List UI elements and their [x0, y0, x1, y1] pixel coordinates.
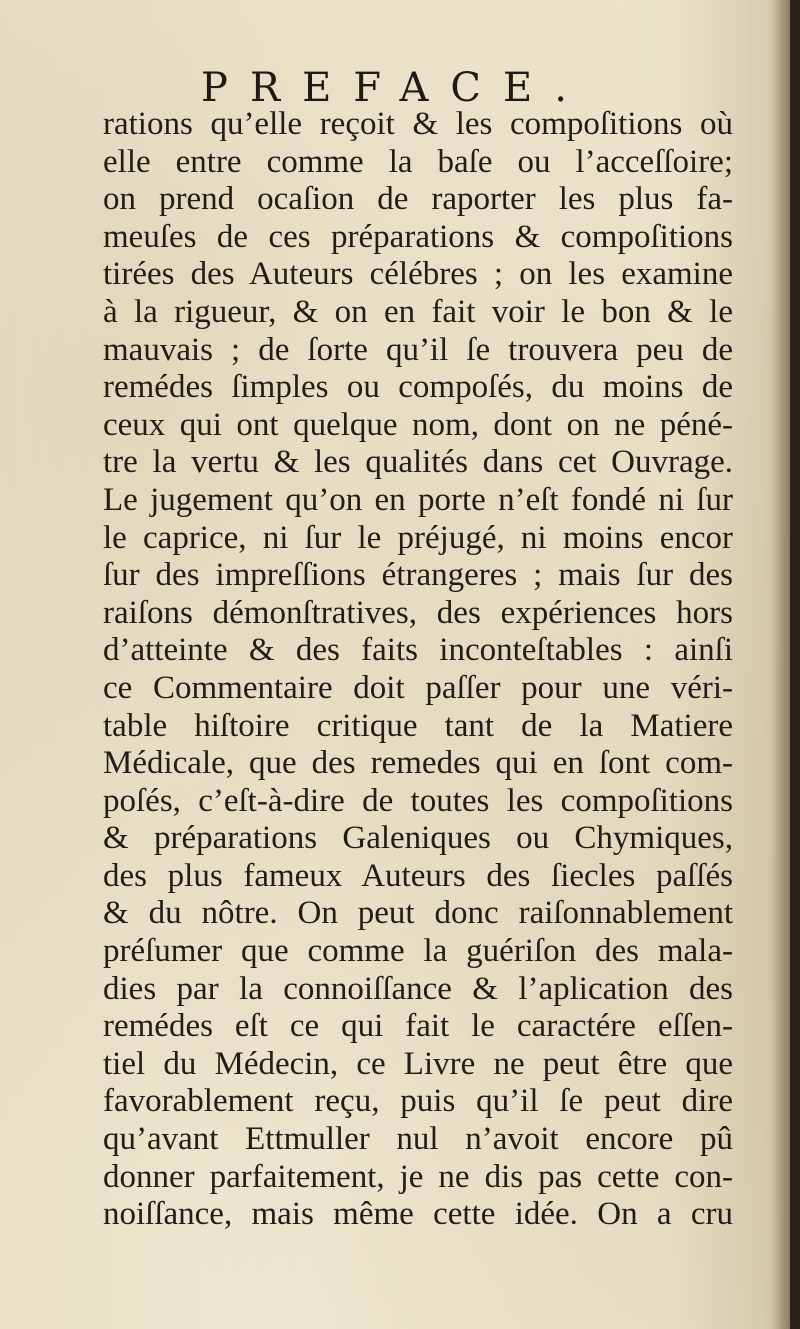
text-line: tre la vertu & les qualités dans cet Ouvrage.: [103, 444, 733, 481]
text-line: elle entre comme la baſe ou l’acceſſoire;: [103, 143, 733, 180]
text-line: qu’avant Ettmuller nul n’avoit encore pû: [103, 1121, 733, 1158]
text-line: meuſes de ces préparations & compoſitions: [103, 218, 733, 255]
text-line: noiſſance, mais même cette idée. On a cru: [103, 1196, 733, 1233]
text-line: le caprice, ni ſur le préjugé, ni moins encor: [103, 519, 733, 556]
text-line: dies par la connoiſſance & l’aplication des: [103, 970, 733, 1007]
text-line: ſur des impreſſions étrangeres ; mais ſur des: [103, 557, 733, 594]
text-line: préſumer que comme la guériſon des mala-: [103, 933, 733, 970]
body-text: [103, 106, 733, 1234]
text-line: ce Commentaire doit paſſer pour une véri-: [103, 669, 733, 706]
running-header: PREFACE.: [201, 65, 589, 111]
text-line: remédes eſt ce qui fait le caractére eſſen-: [103, 1008, 733, 1045]
text-line: des plus fameux Auteurs des ſiecles paſſés: [103, 857, 733, 894]
text-line: mauvais ; de ſorte qu’il ſe trouvera peu de: [103, 331, 733, 368]
text-line: on prend ocaſion de raporter les plus fa-: [103, 181, 733, 218]
text-line: rations qu’elle reçoit & les compoſitions où: [103, 106, 733, 142]
text-line: ceux qui ont quelque nom, dont on ne péné-: [103, 406, 733, 443]
text-line: donner parfaitement, je ne dis pas cette con-: [103, 1158, 733, 1195]
text-line: table hiſtoire critique tant de la Matiere: [103, 707, 733, 744]
text-line: tirées des Auteurs célébres ; on les examine: [103, 256, 733, 293]
text-line: favorablement reçu, puis qu’il ſe peut dire: [103, 1083, 733, 1120]
text-line: d’atteinte & des faits inconteſtables : ainſi: [103, 632, 733, 669]
text-line: tiel du Médecin, ce Livre ne peut être que: [103, 1045, 733, 1082]
text-line: Le jugement qu’on en porte n’eſt fondé ni ſur: [103, 481, 733, 518]
text-line: poſés, c’eſt-à-dire de toutes les compoſitions: [103, 782, 733, 819]
text-line: & préparations Galeniques ou Chymiques,: [103, 820, 733, 857]
page-edge-shadow: [772, 0, 790, 1329]
text-line: & du nôtre. On peut donc raiſonnablement: [103, 895, 733, 932]
text-line: raiſons démonſtratives, des expériences hors: [103, 594, 733, 631]
text-line: remédes ſimples ou compoſés, du moins de: [103, 369, 733, 406]
text-line: Médicale, que des remedes qui en ſont com-: [103, 745, 733, 782]
text-line: à la rigueur, & on en fait voir le bon & le: [103, 293, 733, 330]
